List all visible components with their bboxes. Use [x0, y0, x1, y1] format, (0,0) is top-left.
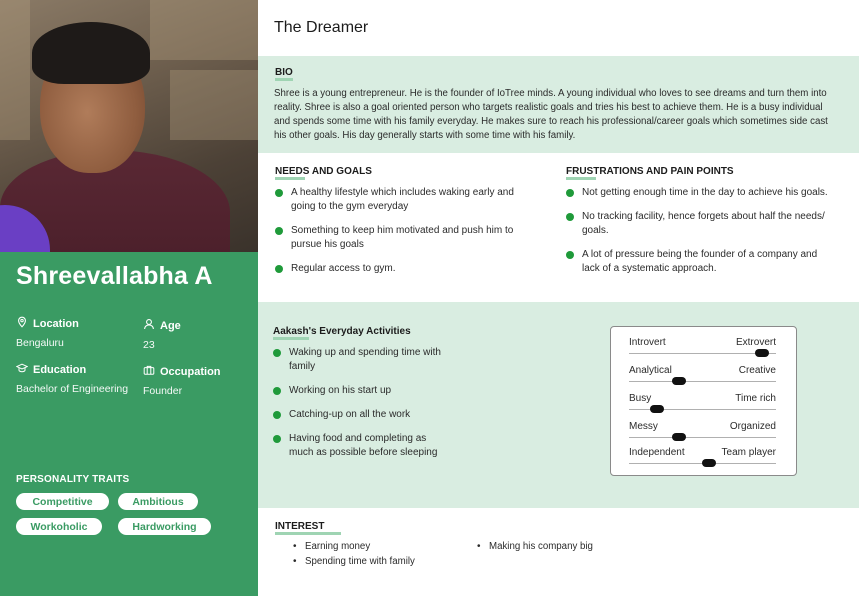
spectrum-right-label: Time rich: [735, 393, 776, 404]
frustrations-list: [566, 186, 828, 276]
age-value: 23: [143, 339, 155, 351]
occupation-value: Founder: [143, 385, 183, 397]
spectrum-right-label: Organized: [729, 421, 776, 432]
activities-heading-text: Aakash's Everyday Activities: [273, 326, 411, 337]
location-value: Bengaluru: [16, 337, 64, 349]
location-fact: [16, 316, 79, 349]
trait-pill: Hardworking: [118, 518, 211, 535]
interests-list-1: [293, 539, 463, 569]
list-item: Regular access to gym.: [275, 262, 530, 276]
spectrum-knob: [672, 377, 686, 385]
location-pin-icon: [16, 316, 28, 331]
list-item: Having food and completing as much as possible before sleeping: [273, 432, 453, 460]
interests-list-2: [477, 539, 677, 554]
spectrum-knob: [650, 405, 664, 413]
spectrum-right-label: Team player: [721, 447, 776, 458]
list-item: • Spending time with family: [293, 554, 463, 569]
bio-heading: [275, 67, 293, 78]
personality-traits-title: PERSONALITY TRAITS: [16, 474, 130, 485]
profile-sidebar: [0, 0, 258, 596]
bio-text: Shree is a young entrepreneur. He is the founder of IoTree minds. A young individual who loves to see dreams and turn them into reality. Shree is also a goal oriented person who targets realistic goals and tries his best to achieve them. He is a busy individual and spends some time with his family everyday. He makes sure to reach his professional/career goals which sometimes side cast his other goals. His day generally starts with some time with his family.: [274, 88, 828, 141]
frustrations-heading: [566, 166, 734, 177]
persona-content: [258, 0, 859, 596]
bio-heading-text: BIO: [275, 67, 293, 78]
spectrum-left-label: Analytical: [629, 365, 672, 376]
activities-list: [273, 346, 453, 460]
list-item: Working on his start up: [273, 384, 453, 398]
spectrum-knob: [755, 349, 769, 357]
spectrum-left-label: Messy: [629, 421, 658, 432]
user-icon: [143, 318, 155, 333]
age-label: Age: [160, 319, 181, 332]
personality-spectrum: [610, 326, 797, 476]
profile-photo: [0, 0, 258, 252]
persona-name: Shreevallabha A: [16, 262, 213, 290]
needs-list: [275, 186, 530, 276]
list-item: Catching-up on all the work: [273, 408, 453, 422]
list-item: No tracking facility, hence forgets about half the needs/ goals.: [566, 210, 828, 238]
list-item: • Earning money: [293, 539, 463, 554]
spectrum-left-label: Introvert: [629, 337, 666, 348]
spectrum-right-label: Extrovert: [735, 337, 776, 348]
persona-title: The Dreamer: [274, 19, 369, 36]
list-item: • Making his company big: [477, 539, 677, 554]
spectrum-right-label: Creative: [738, 365, 776, 376]
list-item: Something to keep him motivated and push him to pursue his goals: [275, 224, 530, 252]
occupation-fact: [143, 364, 221, 397]
list-item: A lot of pressure being the founder of a company and lack of a systematic approach.: [566, 248, 828, 276]
activities-heading: [273, 326, 411, 337]
trait-pill: Workoholic: [16, 518, 102, 535]
list-item: Not getting enough time in the day to achieve his goals.: [566, 186, 828, 200]
occupation-label: Occupation: [160, 365, 221, 378]
trait-pill: Ambitious: [118, 493, 198, 510]
location-label: Location: [33, 317, 79, 330]
spectrum-knob: [672, 433, 686, 441]
spectrum-knob: [702, 459, 716, 467]
needs-heading: [275, 166, 372, 177]
frustrations-heading-text: FRUSTRATIONS AND PAIN POINTS: [566, 166, 734, 177]
education-value: Bachelor of Engineering: [16, 383, 129, 395]
graduation-cap-icon: [16, 362, 28, 377]
needs-heading-text: NEEDS AND GOALS: [275, 166, 372, 177]
spectrum-left-label: Independent: [629, 447, 685, 458]
list-item: Waking up and spending time with family: [273, 346, 453, 374]
briefcase-icon: [143, 364, 155, 379]
interest-heading: [275, 521, 324, 532]
age-fact: [143, 318, 181, 351]
spectrum-left-label: Busy: [629, 393, 652, 404]
education-label: Education: [33, 363, 87, 376]
interest-heading-text: INTEREST: [275, 521, 325, 532]
education-fact: [16, 362, 128, 395]
list-item: A healthy lifestyle which includes waking early and going to the gym everyday: [275, 186, 530, 214]
trait-pill: Competitive: [16, 493, 109, 510]
